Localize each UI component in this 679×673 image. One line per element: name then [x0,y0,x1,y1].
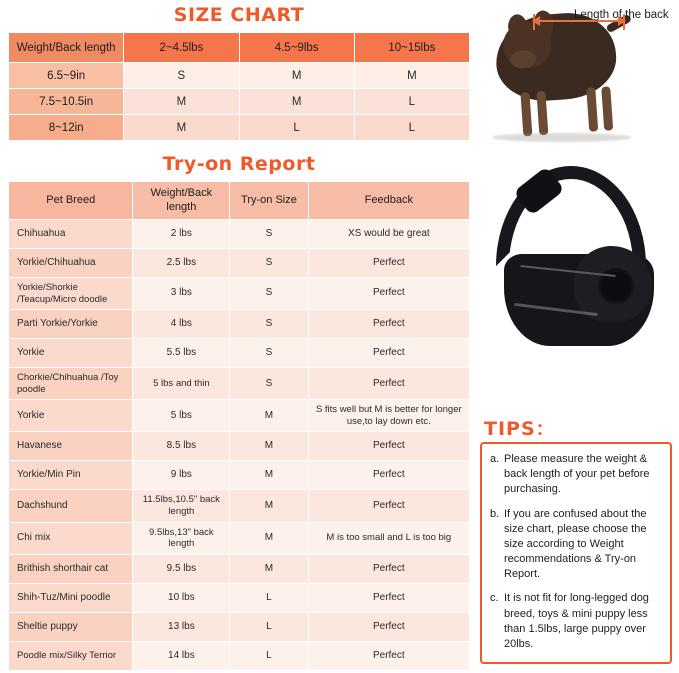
tryon-feedback-cell: Perfect [308,583,469,612]
size-chart-cell: 7.5~10.5in [9,89,124,115]
tryon-size-cell: M [230,461,308,490]
tryon-report-table [8,181,470,671]
tryon-size-cell: L [230,612,308,641]
tryon-size-cell: M [230,490,308,522]
dog-measurement-photo [478,2,676,152]
tip-marker: a. [490,453,500,465]
tryon-breed-cell: Shih-Tuz/Mini poodle [9,583,133,612]
bag-opening [596,266,636,306]
tryon-feedback-cell: Perfect [308,278,469,310]
table-row [9,220,470,249]
tryon-feedback-cell: M is too small and L is too big [308,522,469,554]
tryon-breed-cell: Brithish shorthair cat [9,554,133,583]
tryon-breed-cell: Havanese [9,432,133,461]
size-chart-body [9,63,470,141]
tryon-feedback-cell: Perfect [308,641,469,670]
size-chart-title: SIZE CHART [173,4,305,26]
tryon-breed-cell: Chi mix [9,522,133,554]
tryon-breed-cell: Poodle mix/Silky Terrior [9,641,133,670]
table-row [9,522,470,554]
tip-text: If you are confused about the size chart, please choose the size according to Weight recommendations & Try-on Report. [504,507,647,581]
tryon-weight-cell: 5 lbs [133,400,230,432]
size-chart-cell: L [354,115,469,141]
tryon-feedback-cell: Perfect [308,612,469,641]
tryon-size-cell: S [230,368,308,400]
tips-title: TIPS： [484,418,556,440]
tryon-feedback-cell: Perfect [308,432,469,461]
size-chart-cell: M [239,89,354,115]
table-row [9,115,470,141]
table-row [9,490,470,522]
size-chart-cell: M [124,89,239,115]
table-row [9,400,470,432]
tryon-size-cell: S [230,220,308,249]
size-chart-cell: L [239,115,354,141]
table-row [9,339,470,368]
tryon-header-cell: Feedback [308,182,469,220]
dog-leg [536,91,548,136]
tryon-feedback-cell: Perfect [308,310,469,339]
size-chart-cell: 6.5~9in [9,63,124,89]
tryon-header-cell: Try-on Size [230,182,308,220]
size-chart-header-cell: 4.5~9lbs [239,33,354,63]
table-row [9,583,470,612]
tryon-weight-cell: 5 lbs and thin [133,368,230,400]
tryon-breed-cell: Yorkie [9,339,133,368]
tryon-size-cell: S [230,310,308,339]
table-row [9,310,470,339]
tryon-breed-cell: Parti Yorkie/Yorkie [9,310,133,339]
tryon-size-cell: M [230,554,308,583]
tryon-feedback-cell: XS would be great [308,220,469,249]
size-chart-cell: S [124,63,239,89]
tip-item [490,452,662,498]
dog-illustration [493,10,619,104]
table-row [9,249,470,278]
tryon-weight-cell: 5.5 lbs [133,339,230,368]
dog-ear-left [504,12,532,44]
right-column [476,0,676,673]
back-length-label: Length of the back [574,9,669,21]
tryon-breed-cell: Yorkie/Chihuahua [9,249,133,278]
table-row [9,63,470,89]
size-chart-cell: 8~12in [9,115,124,141]
tryon-feedback-cell: Perfect [308,249,469,278]
tryon-report-title: Try-on Report [162,153,316,175]
size-chart-cell: L [354,89,469,115]
tryon-feedback-cell: Perfect [308,554,469,583]
tip-text: It is not fit for long-legged dog breed, toys & mini puppy less than 1.5lbs, large puppy over 20lbs. [504,592,649,650]
tryon-feedback-cell: Perfect [308,368,469,400]
tryon-size-cell: M [230,400,308,432]
dog-shadow [492,133,632,142]
tryon-weight-cell: 8.5 lbs [133,432,230,461]
tryon-weight-cell: 2.5 lbs [133,249,230,278]
table-row [9,461,470,490]
tryon-breed-cell: Chihuahua [9,220,133,249]
dog-leg [520,92,532,137]
tryon-breed-cell: Dachshund [9,490,133,522]
size-chart-table [8,32,470,141]
tryon-weight-cell: 3 lbs [133,278,230,310]
tryon-header-cell: Pet Breed [9,182,133,220]
tryon-report-head [9,182,470,220]
tryon-weight-cell: 9.5lbs,13" back length [133,522,230,554]
tryon-weight-cell: 2 lbs [133,220,230,249]
tryon-size-cell: M [230,522,308,554]
dog-head [502,20,553,69]
left-column [8,0,470,671]
tryon-weight-cell: 11.5lbs,10.5" back length [133,490,230,522]
size-chart-header-cell: 10~15lbs [354,33,469,63]
tryon-breed-cell: Chorkie/Chihuahua /Toy poodle [9,368,133,400]
tryon-size-cell: M [230,432,308,461]
tryon-feedback-cell: Perfect [308,461,469,490]
table-row [9,33,470,63]
dog-leg [586,87,598,132]
tryon-report-body [9,220,470,671]
tryon-feedback-cell: S fits well but M is better for longer use,to lay down etc. [308,400,469,432]
size-chart-cell: M [124,115,239,141]
tryon-feedback-cell: Perfect [308,339,469,368]
table-row [9,554,470,583]
tip-text: Please measure the weight & back length of your pet before purchasing. [504,453,650,496]
size-chart-cell: M [239,63,354,89]
size-chart-head [9,33,470,63]
tryon-feedback-cell: Perfect [308,490,469,522]
dog-leg [601,86,613,131]
tip-marker: c. [490,592,499,605]
tryon-weight-cell: 10 lbs [133,583,230,612]
table-row [9,182,470,220]
tryon-size-cell: L [230,641,308,670]
tryon-breed-cell: Yorkie/Min Pin [9,461,133,490]
tryon-weight-cell: 13 lbs [133,612,230,641]
size-chart-cell: M [354,63,469,89]
tryon-breed-cell: Sheltie puppy [9,612,133,641]
tip-marker: b. [490,507,500,520]
tryon-weight-cell: 9 lbs [133,461,230,490]
tryon-breed-cell: Yorkie/Shorkie /Teacup/Micro doodle [9,278,133,310]
tip-item [490,591,662,652]
table-row [9,612,470,641]
table-row [9,432,470,461]
tryon-header-cell: Weight/Back length [133,182,230,220]
tryon-size-cell: S [230,278,308,310]
tryon-size-cell: S [230,249,308,278]
tryon-weight-cell: 14 lbs [133,641,230,670]
table-row [9,89,470,115]
tryon-breed-cell: Yorkie [9,400,133,432]
table-row [9,641,470,670]
dog-snout [509,49,536,69]
table-row [9,278,470,310]
tryon-weight-cell: 4 lbs [133,310,230,339]
carrier-bag-photo [478,158,676,403]
size-chart-header-cell: Weight/Back length [9,33,124,63]
size-chart-header-cell: 2~4.5lbs [124,33,239,63]
table-row [9,368,470,400]
tryon-weight-cell: 9.5 lbs [133,554,230,583]
tips-box [480,442,672,664]
tryon-size-cell: L [230,583,308,612]
tip-item [490,507,662,583]
tryon-size-cell: S [230,339,308,368]
